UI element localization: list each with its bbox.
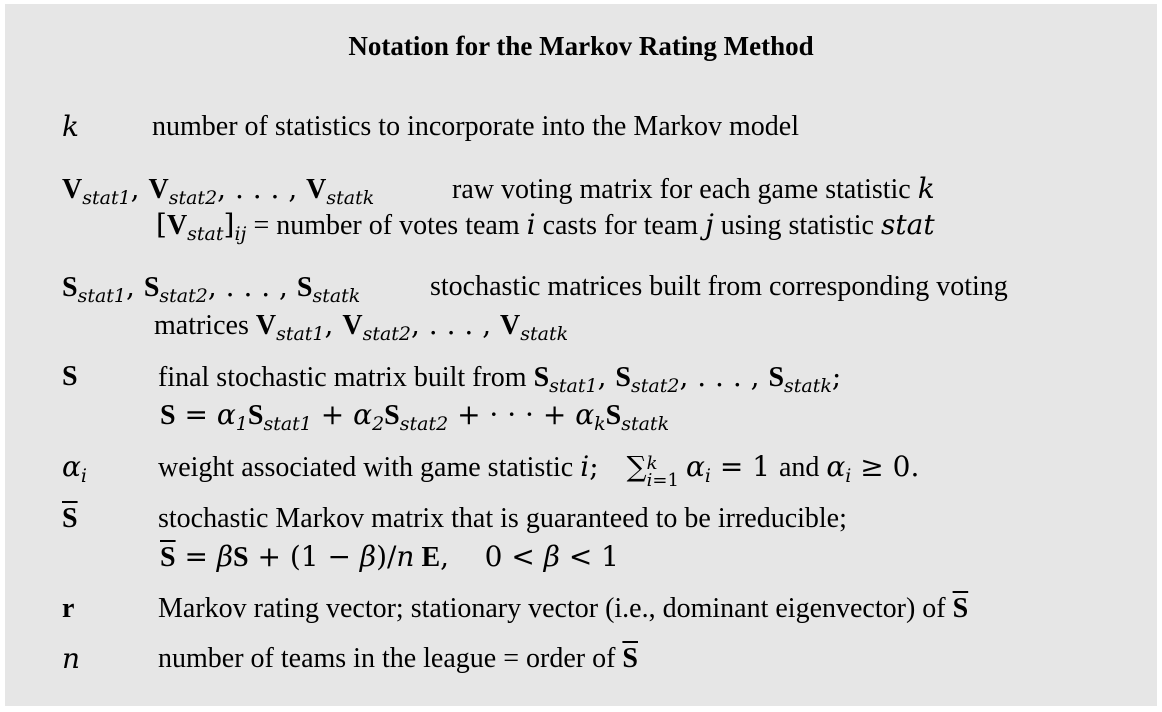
desc-v-stat: raw voting matrix for each game statistic k (452, 172, 935, 205)
desc-s-text: final stochastic matrix built from (158, 362, 527, 393)
desc-v-line2: $[V_{stat}]_{ij}$ = number of votes team i casts for team j using statistic stat (156, 208, 935, 245)
desc-r-text: Markov rating vector; stationary vector (i.e., dominant eigenvector) of (158, 593, 946, 624)
desc-v-line2-b: casts for team (542, 210, 699, 241)
symbol-alpha: $\alpha_i$ (62, 450, 87, 487)
sum-limits: k i=1 (646, 453, 679, 491)
desc-s: final stochastic matrix built from $S_{stat1}$, $S_{stat2}$, . . . , $S_{statk}$; (158, 360, 842, 397)
desc-v-line2-a: = number of votes team (253, 210, 520, 241)
desc-s-stat: stochastic matrices built from corresponding voting (430, 271, 1008, 302)
symbol-r: r (62, 593, 75, 624)
desc-n: number of teams in the league = order of $\overline{S}$ (158, 643, 638, 674)
desc-r: Markov rating vector; stationary vector (i.e., dominant eigenvector) of $\overline{S}$ (158, 593, 969, 624)
formula-s: $S = \alpha_1S_{stat1} + \alpha_2S_{stat2}$ + · · · + $\alpha_kS_{statk}$ (160, 398, 670, 435)
page-title: Notation for the Markov Rating Method (348, 31, 814, 61)
desc-s-line2-text: matrices (154, 310, 249, 341)
desc-n-text: number of teams in the league = order of (158, 643, 616, 674)
desc-v-line2-c: using statistic (720, 210, 874, 241)
formula-s-bar: $\overline{S} = \beta S + (1 - \beta)/n$ E, 0 < β < 1 (160, 540, 619, 573)
symbol-s: S (62, 361, 78, 392)
symbol-s-stat: $S_{stat1}$, $S_{stat2}$, . . . , $S_{statk}$ (62, 270, 361, 307)
desc-k: number of statistics to incorporate into the Markov model (152, 111, 799, 142)
symbol-n: n (62, 642, 81, 675)
symbol-v-stat: $V_{stat1}$, $V_{stat2}$, . . . , $V_{statk}$ (62, 172, 375, 209)
desc-s-stat-line2: matrices $V_{stat1}$, $V_{stat2}$, . . . , $V_{statk}$ (154, 308, 569, 345)
symbol-s-bar: $\overline{S}$ (62, 503, 78, 534)
desc-alpha-text: weight associated with game statistic (158, 452, 574, 483)
desc-v-text: raw voting matrix for each game statistic (452, 174, 911, 205)
symbol-k: k (62, 110, 79, 143)
desc-alpha: weight associated with game statistic i; ∑ k i=1 $\alpha_i = 1$ and $\alpha_i \ge 0$. (158, 450, 920, 491)
desc-alpha-and: and (778, 452, 820, 483)
desc-s-bar: stochastic Markov matrix that is guaranteed to be irreducible; (158, 503, 847, 534)
